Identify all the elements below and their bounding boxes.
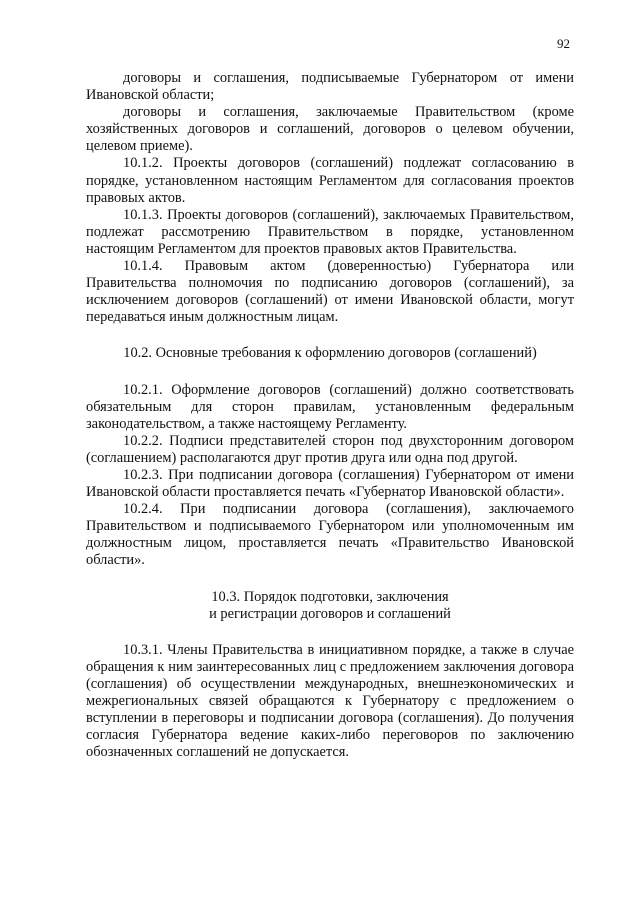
paragraph: 10.1.2. Проекты договоров (соглашений) подлежат согласованию в порядке, установленном настоящим Регламентом для согласования проектов правовых актов.	[86, 155, 574, 206]
section-heading-10-3-line1: 10.3. Порядок подготовки, заключения	[211, 588, 449, 605]
paragraph: договоры и соглашения, подписываемые Губернатором от имени Ивановской области;	[86, 70, 574, 104]
paragraph: 10.2.2. Подписи представителей сторон под двухсторонним договором (соглашением) располагаются друг против друга или одна под другой.	[86, 432, 574, 466]
paragraph: 10.2.4. При подписании договора (соглашения), заключаемого Правительством и подписываемого Губернатором или уполномоченным им должностным лицом, проставляется печать «Правительство Ивановской области».	[86, 501, 574, 569]
page-number: 92	[557, 36, 570, 51]
paragraph: 10.2.3. При подписании договора (соглашения) Губернатором от имени Ивановской области проставляется печать «Губернатор Ивановской области».	[86, 466, 574, 501]
paragraph: 10.1.3. Проекты договоров (соглашений), заключаемых Правительством, подлежат рассмотрению Правительством в порядке, установленном настоящим Регламентом для проектов правовых актов Правительства.	[86, 206, 574, 257]
paragraph: 10.2.1. Оформление договоров (соглашений) должно соответствовать обязательным для сторон правилам, установленным федеральным законодательством, а также настоящему Регламенту.	[86, 381, 574, 432]
section-heading-10-2: 10.2. Основные требования к оформлению договоров (соглашений)	[123, 345, 537, 362]
paragraph: договоры и соглашения, заключаемые Правительством (кроме хозяйственных договоров и соглашений, договоров о целевом обучении, целевом приеме).	[86, 104, 574, 155]
paragraph: 10.1.4. Правовым актом (доверенностью) Губернатора или Правительства полномочия по подписанию договоров (соглашений), за исключением договоров (соглашений) от имени Ивановской области, могут передаваться иным должностным лицам.	[86, 258, 574, 326]
paragraph: 10.3.1. Члены Правительства в инициативном порядке, а также в случае обращения к ним заинтересованных лиц с предложением заключения договора (соглашения) об осуществлении международных, внешнеэкономических и межрегиональных связей обращаются к Губернатору с предложением о вступлении в переговоры и подписании договора (соглашения). До получения согласия Губернатора ведение каких-либо переговоров по заключению обозначенных соглашений не допускается.	[86, 641, 574, 761]
section-heading-10-3-line2: и регистрации договоров и соглашений	[209, 605, 451, 622]
document-body	[86, 70, 574, 761]
